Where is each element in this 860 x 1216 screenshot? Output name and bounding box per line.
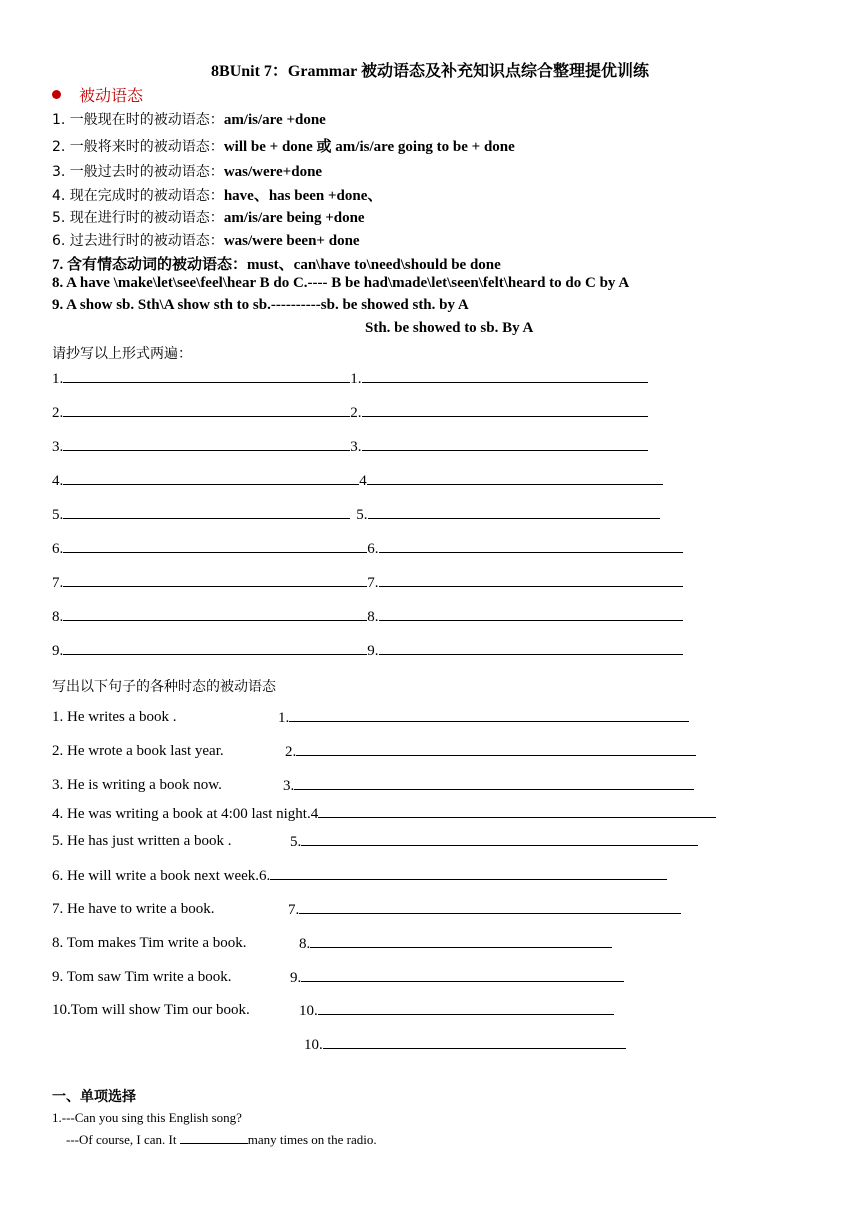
answer-blank[interactable] [63,540,367,553]
copy-line: 4. 4 [52,472,663,490]
section-heading [52,83,143,106]
bullet-icon [52,90,61,99]
answer-blank[interactable] [63,370,350,383]
rule-line: 7. 含有情态动词的被动语态：must、can\have to\need\should be done [52,257,501,273]
rule-line: 3. 一般过去时的被动语态：was/were+done [52,164,323,180]
copy-line: 3. 3. [52,438,648,456]
sentence-text: 5. He has just written a book . [52,833,232,849]
answer-line: 2. [285,743,696,761]
answer-line: 5. [290,833,698,851]
answer-blank[interactable] [63,404,350,417]
copy-line: 1. 1. [52,370,648,388]
answer-blank[interactable] [63,574,367,587]
answer-blank[interactable] [294,777,694,790]
sentence-text: 4. He was writing a book at 4:00 last night.4 [52,805,716,823]
answer-blank[interactable] [379,574,683,587]
sentence-text: 6. He will write a book next week.6. [52,867,667,885]
answer-line: 1. [278,709,689,727]
rule-line: 2. 一般将来时的被动语态：will be + done 或 am/is/are going to be + done [52,139,515,155]
answer-blank[interactable] [270,867,667,880]
sentence-text: 10.Tom will show Tim our book. [52,1002,250,1018]
copy-line: 9. 9. [52,642,683,660]
answer-blank[interactable] [362,370,648,383]
rule-line: 5. 现在进行时的被动语态：am/is/are being +done [52,210,365,226]
answer-blank[interactable] [362,438,648,451]
write-instruction: 写出以下句子的各种时态的被动语态 [52,679,276,695]
answer-blank[interactable] [63,438,350,451]
sentence-text: 8. Tom makes Tim write a book. [52,935,247,951]
copy-line: 2. 2. [52,404,648,422]
answer-blank[interactable] [289,709,689,722]
answer-blank[interactable] [296,743,696,756]
answer-blank[interactable] [362,404,648,417]
sentence-text: 7. He have to write a book. [52,901,215,917]
rule-line: 9. A show sb. Sth\A show sth to sb.----------sb. be showed sth. by A [52,297,469,313]
section-heading-label: 被动语态 [79,86,144,105]
answer-line: 7. [288,901,681,919]
sentence-text: 1. He writes a book . [52,709,177,725]
answer-blank[interactable] [379,540,683,553]
answer-blank[interactable] [379,608,683,621]
answer-blank[interactable] [379,642,683,655]
answer-line: 3. [283,777,694,795]
sentence-text: 2. He wrote a book last year. [52,743,224,759]
rule-line: Sth. be showed to sb. By A [365,320,534,336]
answer-blank[interactable] [367,472,663,485]
copy-line: 7. 7. [52,574,683,592]
copy-line: 5. 5. [52,506,660,524]
sentence-text: 3. He is writing a book now. [52,777,222,793]
answer-blank[interactable] [63,472,359,485]
answer-blank[interactable] [299,901,681,914]
answer-line: 9. [290,969,624,987]
answer-blank[interactable] [368,506,660,519]
answer-line: 10. [304,1036,626,1054]
rule-line: 4. 现在完成时的被动语态：have、has been +done、 [52,188,383,204]
answer-blank[interactable] [301,969,624,982]
answer-blank[interactable] [301,833,698,846]
answer-blank[interactable] [63,642,367,655]
question-text: 1.---Can you sing this English song? [52,1110,242,1125]
rule-line: 6. 过去进行时的被动语态：was/were been+ done [52,233,360,249]
sentence-text: 9. Tom saw Tim write a book. [52,969,232,985]
answer-line: 8. [299,935,612,953]
copy-line: 8. 8. [52,608,683,626]
copy-line: 6. 6. [52,540,683,558]
rule-line: 8. A have \make\let\see\feel\hear B do C.---- B be had\made\let\seen\felt\heard to do C by A [52,275,630,291]
answer-blank[interactable] [323,1036,626,1049]
answer-line: 10. [299,1002,614,1020]
answer-blank[interactable] [63,608,367,621]
answer-blank[interactable] [180,1133,248,1144]
answer-blank[interactable] [310,935,612,948]
copy-instruction: 请抄写以上形式两遍： [52,346,192,362]
answer-blank[interactable] [318,1002,614,1015]
answer-blank[interactable] [318,805,716,818]
answer-blank[interactable] [63,506,350,519]
part-heading: 一、单项选择 [52,1089,136,1105]
rule-line: 1. 一般现在时的被动语态：am/is/are +done [52,112,326,128]
question-text: ---Of course, I can. It many times on the radio. [66,1132,377,1147]
page-title: 8BUnit 7：Grammar 被动语态及补充知识点综合整理提优训练 [211,63,649,80]
